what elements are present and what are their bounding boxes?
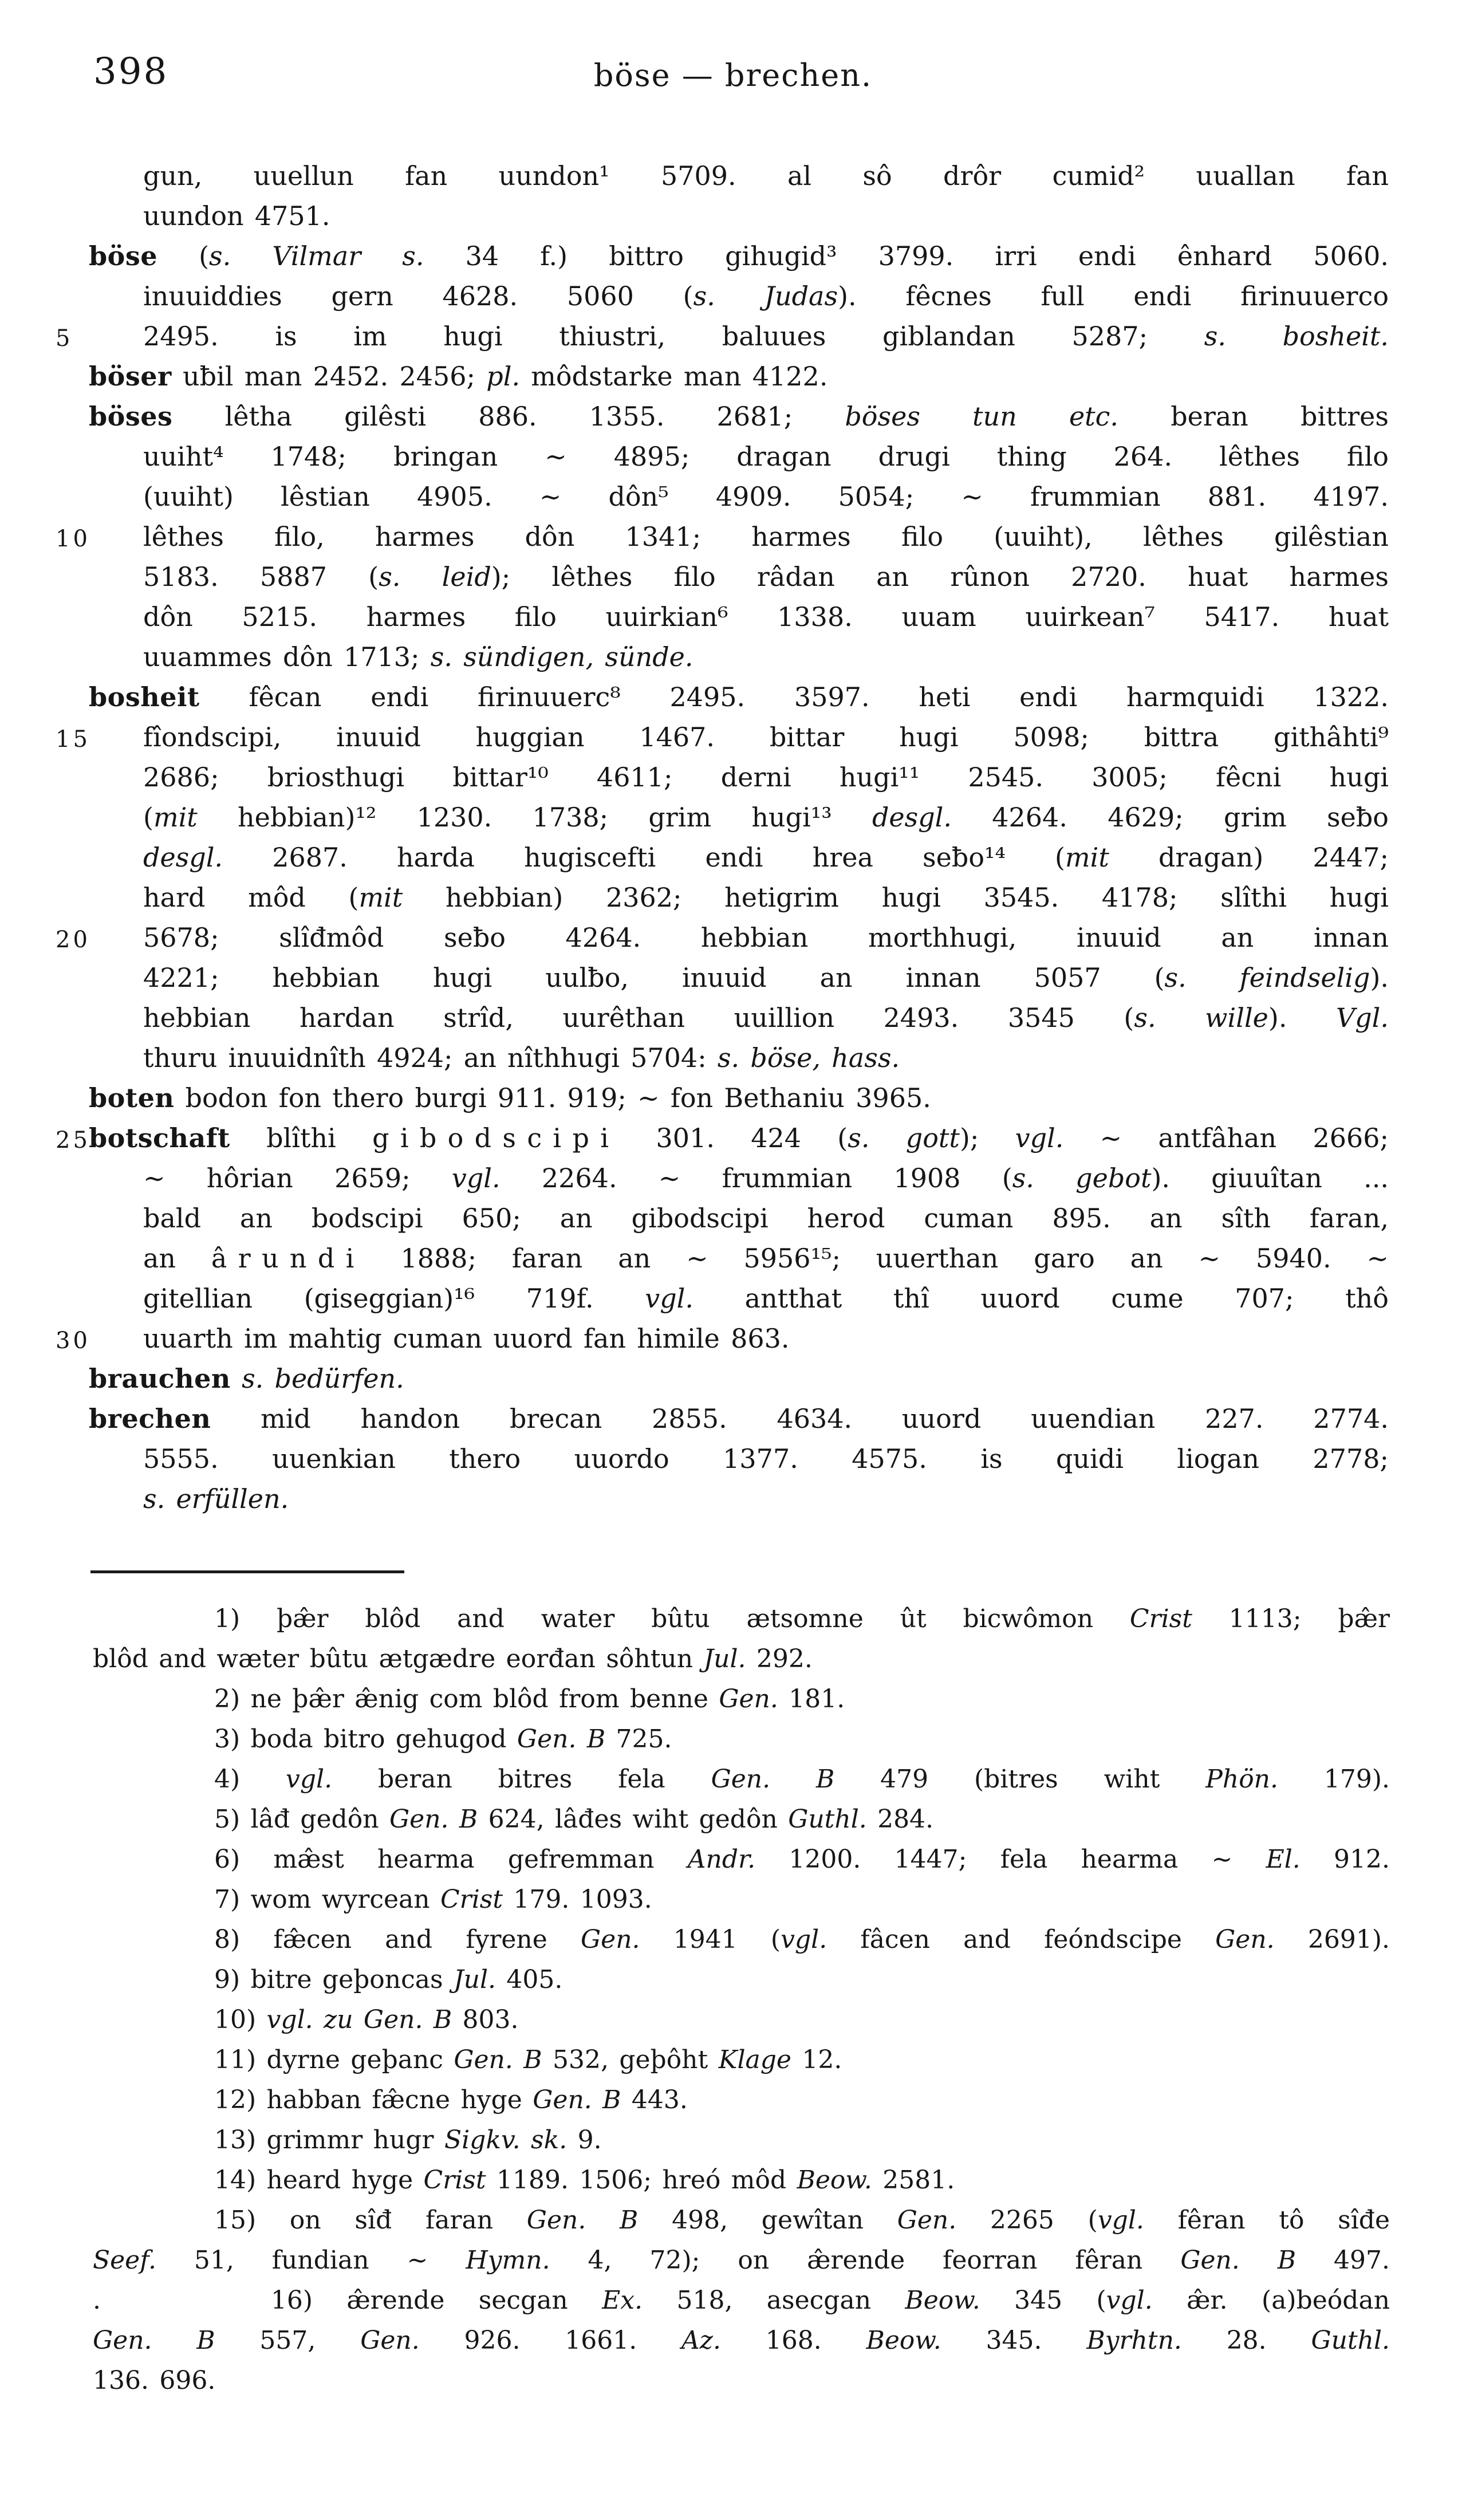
text-line bbox=[89, 837, 1389, 877]
text-run: 28. bbox=[1181, 2326, 1311, 2355]
text-run: mit bbox=[358, 882, 403, 913]
text-run: vgl. bbox=[1106, 2286, 1153, 2315]
text-run: 2686; briosthugi bittar¹⁰ 4611; derni hugi¹¹ 2545. 3005; fêcni hugi bbox=[143, 762, 1389, 793]
text-run: Gen. B bbox=[389, 1805, 478, 1834]
text-run: 624, lâđes wiht gedôn bbox=[478, 1805, 789, 1834]
text-line bbox=[89, 1038, 1389, 1078]
text-run: Hymn. bbox=[466, 2246, 550, 2275]
text-run: fâcen and feóndscipe bbox=[827, 1925, 1216, 1954]
text-line bbox=[93, 2241, 1390, 2281]
text-run: Vgl. bbox=[1336, 1002, 1389, 1033]
text-line bbox=[89, 156, 1389, 196]
text-run: s. böse, hass. bbox=[717, 1042, 900, 1073]
text-line bbox=[89, 436, 1389, 477]
margin-line-number: 10 bbox=[56, 526, 90, 552]
text-line bbox=[89, 276, 1389, 316]
text-run: an bbox=[143, 1243, 211, 1274]
text-run: s. bedürfen. bbox=[242, 1363, 404, 1394]
text-run: 168. bbox=[720, 2326, 866, 2355]
text-run bbox=[231, 1363, 242, 1394]
text-run: Gen. B bbox=[454, 2045, 542, 2074]
text-run: ). giuuîtan ... bbox=[1151, 1163, 1389, 1194]
text-run: lêtha gilêsti 886. 1355. 2681; bbox=[172, 401, 845, 432]
text-run: Beow. bbox=[866, 2326, 941, 2355]
text-line bbox=[93, 1920, 1390, 1960]
text-run: 4221; hebbian hugi uulƀo, inuuid an innan 5057 ( bbox=[143, 962, 1165, 993]
headword: böse bbox=[89, 241, 158, 271]
headword: boten bbox=[89, 1082, 175, 1113]
text-run: hard môd ( bbox=[143, 882, 359, 913]
text-line bbox=[89, 1278, 1389, 1318]
main-text-block bbox=[56, 156, 1389, 1519]
text-run: Andr. bbox=[687, 1845, 756, 1874]
margin-line-number: 15 bbox=[56, 726, 90, 753]
text-line bbox=[93, 1639, 1390, 1679]
text-line bbox=[93, 2160, 1390, 2200]
text-line bbox=[89, 1078, 1389, 1118]
text-line bbox=[89, 356, 1389, 396]
text-run: fêcan endi firinuuerc⁸ 2495. 3597. heti endi harmquidi 1322. bbox=[199, 682, 1389, 712]
text-run: mit bbox=[153, 802, 198, 833]
text-line bbox=[89, 196, 1389, 236]
text-run: dragan) 2447; bbox=[1109, 842, 1389, 873]
text-line bbox=[93, 2000, 1390, 2040]
text-run: Gen. bbox=[897, 2206, 957, 2235]
text-run: 405. bbox=[496, 1965, 563, 1994]
text-run: Klage bbox=[718, 2045, 791, 2074]
text-line bbox=[93, 1599, 1390, 1639]
text-line bbox=[89, 557, 1389, 597]
text-run: Gen. bbox=[360, 2326, 420, 2355]
text-run: hebbian)¹² 1230. 1738; grim hugi¹³ bbox=[197, 802, 872, 833]
text-run: Phön. bbox=[1205, 1765, 1279, 1794]
text-run: inuuiddies gern 4628. 5060 ( bbox=[143, 281, 693, 312]
text-run: 1) þæ̂r blôd and water bûtu ætsomne ût bicwômon bbox=[214, 1604, 1130, 1633]
text-run: 443. bbox=[621, 2085, 688, 2115]
text-line bbox=[89, 236, 1389, 276]
text-run: Guthl. bbox=[788, 1805, 867, 1834]
text-run: 2264. ∼ frummian 1908 ( bbox=[500, 1163, 1012, 1194]
margin-line-number: 30 bbox=[56, 1328, 90, 1354]
text-run: uuarth im mahtig cuman uuord fan himile 863. bbox=[143, 1323, 790, 1354]
text-run: Gen. B bbox=[526, 2206, 639, 2235]
text-run: s. leid bbox=[379, 561, 491, 592]
text-run: 1941 ( bbox=[640, 1925, 781, 1954]
text-line bbox=[93, 1840, 1390, 1880]
text-run: 301. 424 ( bbox=[620, 1123, 848, 1153]
text-line bbox=[93, 1759, 1390, 1800]
text-run: (uuiht) lêstian 4905. ∼ dôn⁵ 4909. 5054; ∼ frummian 881. 4197. bbox=[143, 481, 1389, 512]
text-line bbox=[89, 637, 1389, 677]
footnotes-block bbox=[93, 1599, 1390, 2401]
text-run: mit bbox=[1065, 842, 1109, 873]
text-run: 6) mæ̂st hearma gefremman bbox=[214, 1845, 688, 1874]
text-run: 498, gewîtan bbox=[638, 2206, 897, 2235]
text-run: 2) ne þæ̂r æ̂nig com blôd from benne bbox=[214, 1684, 719, 1714]
text-line bbox=[93, 1960, 1390, 2000]
text-run: dôn 5215. harmes filo uuirkian⁶ 1338. uuam uuirkean⁷ 5417. huat bbox=[143, 601, 1389, 632]
text-run: mid handon brecan 2855. 4634. uuord uuendian 227. 2774. bbox=[211, 1403, 1389, 1434]
text-run: 15) on sîđ faran bbox=[214, 2206, 527, 2235]
text-run: pl. bbox=[486, 361, 521, 392]
text-run: 2691). bbox=[1274, 1925, 1390, 1954]
text-run: uuiht⁴ 1748; bringan ∼ 4895; dragan drugi thing 264. lêthes filo bbox=[143, 441, 1389, 472]
text-run: 4) bbox=[214, 1765, 286, 1794]
text-run: 497. bbox=[1296, 2246, 1390, 2275]
text-run: Seef. bbox=[93, 2246, 156, 2275]
text-run: bodon fon thero burgi 911. 919; ∼ fon Bethaniu 3965. bbox=[174, 1082, 931, 1113]
text-run: 5678; slîđmôd seƀo 4264. hebbian morthhugi, inuuid an innan bbox=[143, 922, 1389, 953]
text-run: hebbian) 2362; hetigrim hugi 3545. 4178; slîthi hugi bbox=[403, 882, 1389, 913]
text-run: 1113; þæ̂r bbox=[1192, 1604, 1390, 1633]
text-run: 2495. is im hugi thiustri, baluues giblandan 5287; bbox=[143, 321, 1204, 352]
text-run: Sigkv. sk. bbox=[444, 2125, 568, 2155]
text-run: Guthl. bbox=[1311, 2326, 1390, 2355]
text-run: blôd and wæter bûtu ætgædre eorđan sôhtun bbox=[93, 1644, 704, 1674]
text-run: Beow. bbox=[797, 2165, 872, 2195]
text-run: ); bbox=[959, 1123, 1015, 1153]
text-line bbox=[89, 1479, 1389, 1519]
text-run: thuru inuuidnîth 4924; an nîthhugi 5704: bbox=[143, 1042, 718, 1073]
text-line bbox=[56, 517, 1389, 557]
text-line bbox=[89, 677, 1389, 717]
text-run: 479 (bitres wiht bbox=[834, 1765, 1206, 1794]
text-run: 14) heard hyge bbox=[214, 2165, 424, 2195]
text-run: 51, fundian ∼ bbox=[156, 2246, 466, 2275]
text-run: 10) bbox=[214, 2005, 267, 2034]
text-run: s. Vilmar s. bbox=[209, 241, 424, 271]
text-line bbox=[93, 1880, 1390, 1920]
text-run: 1200. 1447; fela hearma ∼ bbox=[755, 1845, 1266, 1874]
text-run: desgl. bbox=[872, 802, 952, 833]
text-run: 557, bbox=[215, 2326, 361, 2355]
text-line bbox=[89, 958, 1389, 998]
text-line bbox=[93, 2040, 1390, 2080]
text-run: blîthi bbox=[230, 1123, 373, 1153]
text-run: Gen. bbox=[581, 1925, 640, 1954]
text-run: antthat thî uuord cume 707; thô bbox=[693, 1283, 1389, 1314]
running-header: böse — brechen. bbox=[593, 57, 873, 93]
headword: bosheit bbox=[89, 682, 200, 712]
text-run: 5555. uuenkian thero uuordo 1377. 4575. is quidi liogan 2778; bbox=[143, 1443, 1389, 1474]
text-run: 181. bbox=[778, 1684, 845, 1714]
text-run: Crist bbox=[423, 2165, 486, 2195]
text-run: . 16) æ̂rende secgan bbox=[93, 2286, 602, 2315]
headword: böses bbox=[89, 401, 173, 432]
text-run: Ex. bbox=[602, 2286, 643, 2315]
text-line bbox=[93, 2361, 1390, 2401]
text-run: 4264. 4629; grim seƀo bbox=[952, 802, 1389, 833]
text-line bbox=[93, 2080, 1390, 2120]
text-run: 2581. bbox=[872, 2165, 955, 2195]
page-number: 398 bbox=[93, 50, 169, 93]
text-run: beran bitres fela bbox=[332, 1765, 711, 1794]
text-run: 179. 1093. bbox=[503, 1885, 652, 1914]
text-run: vgl. bbox=[1097, 2206, 1144, 2235]
text-run: ( bbox=[157, 241, 210, 271]
text-run: 926. 1661. bbox=[419, 2326, 681, 2355]
text-line bbox=[93, 2200, 1390, 2241]
text-run: Az. bbox=[681, 2326, 721, 2355]
text-run: 518, asecgan bbox=[643, 2286, 905, 2315]
margin-line-number: 25 bbox=[56, 1127, 90, 1153]
text-run: s. gott bbox=[848, 1123, 960, 1153]
text-line bbox=[89, 877, 1389, 918]
text-line bbox=[93, 2321, 1390, 2361]
text-line bbox=[89, 1399, 1389, 1439]
text-run: 5183. 5887 ( bbox=[143, 561, 379, 592]
text-run: 345 ( bbox=[980, 2286, 1106, 2315]
text-line bbox=[89, 998, 1389, 1038]
text-run: 803. bbox=[452, 2005, 519, 2034]
text-line bbox=[89, 597, 1389, 637]
headword: botschaft bbox=[89, 1123, 230, 1153]
text-run: 136. 696. bbox=[93, 2366, 216, 2395]
text-run: 292. bbox=[746, 1644, 813, 1674]
text-run: 9) bitre geþoncas bbox=[214, 1965, 454, 1994]
text-run: gibodscipi bbox=[372, 1123, 620, 1153]
text-run: ). fêcnes full endi firinuuerco bbox=[838, 281, 1389, 312]
text-run: 532, geþôht bbox=[542, 2045, 719, 2074]
text-run: fîondscipi, inuuid huggian 1467. bittar hugi 5098; bittra githâhti⁹ bbox=[143, 722, 1389, 753]
text-run: Gen. B bbox=[93, 2326, 215, 2355]
text-line bbox=[56, 1318, 1389, 1359]
text-line bbox=[56, 918, 1389, 958]
text-run: 284. bbox=[866, 1805, 934, 1834]
text-run: gitellian (giseggian)¹⁶ 719f. bbox=[143, 1283, 645, 1314]
text-run: 2687. harda hugiscefti endi hrea seƀo¹⁴ ( bbox=[223, 842, 1065, 873]
text-run: 1888; faran an ∼ 5956¹⁵; uuerthan garo an ∼ 5940. ∼ bbox=[365, 1243, 1389, 1274]
text-run: Gen. bbox=[719, 1684, 778, 1714]
margin-line-number: 5 bbox=[56, 325, 73, 352]
text-run: uuammes dôn 1713; bbox=[143, 641, 431, 672]
text-line bbox=[89, 396, 1389, 436]
text-run: 8) fæ̂cen and fyrene bbox=[214, 1925, 581, 1954]
text-run: Beow. bbox=[905, 2286, 980, 2315]
text-run: 725. bbox=[605, 1724, 672, 1754]
text-run: Gen. B bbox=[517, 1724, 606, 1754]
text-run: 34 f.) bittro gihugid³ 3799. irri endi ênhard 5060. bbox=[424, 241, 1389, 271]
text-line bbox=[93, 2281, 1390, 2321]
text-run: ( bbox=[143, 802, 153, 833]
text-run: hebbian hardan strîd, uurêthan uuillion 2493. 3545 ( bbox=[143, 1002, 1134, 1033]
text-line bbox=[89, 1359, 1389, 1399]
text-run: s. wille bbox=[1134, 1002, 1268, 1033]
text-run: ); lêthes filo râdan an rûnon 2720. huat harmes bbox=[491, 561, 1389, 592]
text-line bbox=[89, 1439, 1389, 1479]
text-run: 7) wom wyrcean bbox=[214, 1885, 440, 1914]
text-run: s. sündigen, sünde. bbox=[430, 641, 693, 672]
text-run: s. gebot bbox=[1012, 1163, 1152, 1194]
text-run: 12. bbox=[791, 2045, 842, 2074]
text-run: Gen. B bbox=[1180, 2246, 1296, 2275]
text-run: vgl. zu Gen. B bbox=[266, 2005, 452, 2034]
text-run: bald an bodscipi 650; an gibodscipi herod cuman 895. an sîth faran, bbox=[143, 1203, 1389, 1234]
text-run: vgl. bbox=[781, 1925, 827, 1954]
text-line bbox=[93, 1719, 1390, 1759]
text-run: Byrhtn. bbox=[1086, 2326, 1182, 2355]
text-run: s. bosheit. bbox=[1204, 321, 1389, 352]
text-line bbox=[89, 757, 1389, 797]
text-run: 13) grimmr hugr bbox=[214, 2125, 444, 2155]
headword: brechen bbox=[89, 1403, 211, 1434]
text-run: Gen. B bbox=[711, 1765, 835, 1794]
text-run: uƀil man 2452. 2456; bbox=[171, 361, 487, 392]
text-line bbox=[56, 1118, 1389, 1158]
text-run: ∼ hôrian 2659; bbox=[143, 1163, 452, 1194]
text-run: Crist bbox=[440, 1885, 503, 1914]
text-run: ∼ antfâhan 2666; bbox=[1063, 1123, 1389, 1153]
text-run: 12) habban fæ̂cne hyge bbox=[214, 2085, 533, 2115]
text-run: vgl. bbox=[451, 1163, 501, 1194]
text-line bbox=[56, 717, 1389, 757]
text-run: æ̂r. (a)beódan bbox=[1152, 2286, 1390, 2315]
text-run: 11) dyrne geþanc bbox=[214, 2045, 454, 2074]
text-run: desgl. bbox=[143, 842, 223, 873]
footnote-separator-rule bbox=[90, 1570, 404, 1573]
text-run: 179). bbox=[1278, 1765, 1390, 1794]
text-run: Crist bbox=[1129, 1604, 1192, 1633]
text-run: Gen. bbox=[1215, 1925, 1275, 1954]
text-run: uundon 4751. bbox=[143, 200, 330, 231]
text-line bbox=[89, 797, 1389, 837]
text-line bbox=[89, 1198, 1389, 1238]
text-run: beran bittres bbox=[1118, 401, 1389, 432]
text-run: vgl. bbox=[1015, 1123, 1064, 1153]
text-run: s. feindselig bbox=[1164, 962, 1370, 993]
text-run: ). bbox=[1370, 962, 1389, 993]
text-run: Jul. bbox=[703, 1644, 746, 1674]
text-run: vgl. bbox=[645, 1283, 693, 1314]
text-run: vgl. bbox=[286, 1765, 333, 1794]
text-run: Gen. B bbox=[533, 2085, 621, 2115]
text-line bbox=[93, 1679, 1390, 1719]
text-run: 345. bbox=[941, 2326, 1087, 2355]
text-run: môdstarke man 4122. bbox=[520, 361, 828, 392]
headword: böser bbox=[89, 361, 172, 392]
text-line bbox=[89, 1238, 1389, 1278]
text-run: Jul. bbox=[453, 1965, 496, 1994]
text-run: gun, uuellun fan uundon¹ 5709. al sô drôr cumid² uuallan fan bbox=[143, 160, 1389, 191]
text-run: 2265 ( bbox=[956, 2206, 1098, 2235]
text-run: fêran tô sîđe bbox=[1144, 2206, 1390, 2235]
text-run: 5) lâđ gedôn bbox=[214, 1805, 389, 1834]
text-line bbox=[93, 1800, 1390, 1840]
text-line bbox=[56, 316, 1389, 356]
text-run: 1189. 1506; hreó môd bbox=[486, 2165, 797, 2195]
text-run: 912. bbox=[1300, 1845, 1390, 1874]
text-run: 4, 72); on æ̂rende feorran fêran bbox=[550, 2246, 1181, 2275]
text-run: ârundi bbox=[211, 1243, 365, 1274]
text-line bbox=[89, 477, 1389, 517]
text-line bbox=[89, 1158, 1389, 1198]
text-run: lêthes filo, harmes dôn 1341; harmes filo (uuiht), lêthes gilêstian bbox=[143, 521, 1389, 552]
margin-line-number: 20 bbox=[56, 927, 90, 953]
text-run: El. bbox=[1266, 1845, 1301, 1874]
text-run: s. erfüllen. bbox=[143, 1483, 289, 1514]
text-run: 9. bbox=[567, 2125, 602, 2155]
headword: brauchen bbox=[89, 1363, 231, 1394]
text-run: s. Judas bbox=[693, 281, 838, 312]
text-run: ). bbox=[1268, 1002, 1336, 1033]
text-line bbox=[93, 2120, 1390, 2160]
text-run: böses tun etc. bbox=[845, 401, 1119, 432]
text-run: 3) boda bitro gehugod bbox=[214, 1724, 517, 1754]
